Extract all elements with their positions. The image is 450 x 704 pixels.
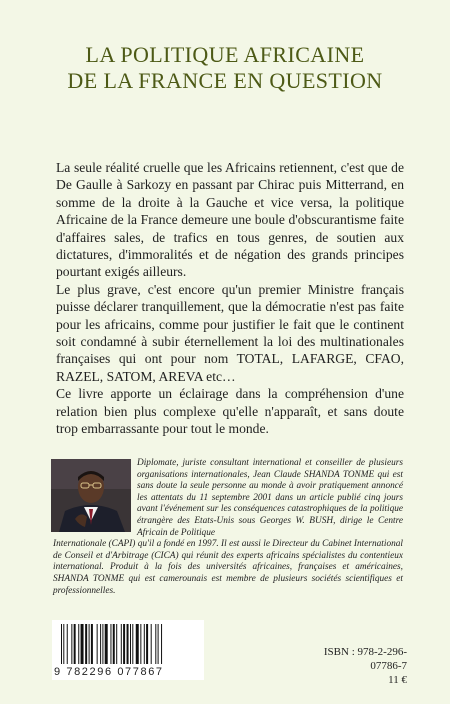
isbn-block — [295, 645, 407, 687]
barcode-bar — [144, 624, 145, 664]
title-line-1: LA POLITIQUE AFRICAINE — [85, 42, 365, 67]
barcode-bar — [71, 624, 72, 664]
barcode-bar — [105, 624, 108, 664]
barcode-bar — [63, 624, 64, 664]
barcode-bar — [146, 624, 148, 664]
barcode-bar — [81, 624, 84, 664]
isbn-label: ISBN : 978-2-296-07786-7 — [323, 646, 407, 672]
bio-part-2: Internationale (CAPI) qu'il a fondé en 1997. Il est aussi le Directeur du Cabinet International de Conseil et d'Arbitrage (CICA) qui réunit des experts africains spécialistes du contentieux international. Produit à la fois des universités africaines, françaises et américaines, SHANDA TONME qui est camerounais est membre de plusieurs sociétés scientifiques et professionnelles. — [53, 539, 403, 596]
barcode-bar — [89, 624, 90, 664]
barcode-bar — [130, 624, 131, 664]
price: 11 € — [388, 674, 407, 686]
barcode-bar — [97, 624, 98, 664]
barcode-bar — [61, 624, 62, 664]
summary-paragraph-2: Le plus grave, c'est encore qu'un premier Ministre français puisse déclarer tranquillement, que la démocratie n'est pas faite pour les africains, comme pour justifier le fait que le continent soit condamné à subir éternellement la loi des multinationales françaises qui ont pour nom TOTAL, LAFARGE, CFAO, RAZEL, SATOM, AREVA etc… — [56, 281, 404, 384]
barcode-bar — [85, 624, 87, 664]
barcode-bar — [140, 624, 141, 664]
barcode-bar — [110, 624, 111, 664]
barcode-bars — [61, 624, 195, 666]
barcode-bar — [91, 624, 93, 664]
barcode-bar — [151, 624, 152, 664]
barcode-bar — [78, 624, 79, 664]
barcode-bar — [161, 624, 162, 664]
barcode-bar — [100, 624, 101, 664]
barcode-bar — [127, 624, 129, 664]
author-biography — [53, 458, 403, 597]
barcode-bar — [123, 624, 125, 664]
barcode-bar — [67, 624, 68, 664]
book-title — [0, 42, 450, 94]
barcode-number: 9 782296 077867 — [54, 666, 164, 678]
author-photo — [51, 459, 131, 532]
barcode-bar — [102, 624, 103, 664]
summary-paragraph-3: Ce livre apporte un éclairage dans la compréhension d'une relation bien plus complexe qu'elle n'apparaît, et sans doute trop embarrassante pour tout le monde. — [56, 386, 404, 437]
barcode — [52, 620, 204, 680]
barcode-bar — [116, 624, 117, 664]
barcode-bar — [155, 624, 156, 664]
barcode-bar — [158, 624, 159, 664]
barcode-bar — [132, 624, 133, 664]
summary-paragraph-1: La seule réalité cruelle que les Africains retiennent, c'est que de De Gaulle à Sarkozy en passant par Chirac puis Mitterrand, en somme de la droite à la Gauche et vice versa, la politique Africaine de la France demeure une boule d'obscurantisme faite d'affaires sales, de trafics en tous genres, de soutien aux dictatures, d'immoralités et de négation des grands principes pourtant exigés ailleurs. — [56, 160, 404, 280]
barcode-bar — [136, 624, 139, 664]
barcode-bar — [74, 624, 76, 664]
barcode-bar — [121, 624, 122, 664]
back-cover-summary — [56, 159, 404, 438]
title-line-2: DE LA FRANCE EN QUESTION — [67, 68, 383, 93]
barcode-bar — [113, 624, 115, 664]
bio-part-1: Diplomate, juriste consultant international et conseiller de plusieurs organisations internationales, Jean Claude SHANDA TONME qui est sans doute la seule personne au monde à avoir pratiquement annoncé les attentats du 11 septembre 2001 dans un article publié cinq jours avant l'événement sur les conséquences catastrophiques de la politique étrangère des Etats-Unis sous Georges W. BUSH, dirige le Centre Africain de Politique — [137, 458, 403, 538]
